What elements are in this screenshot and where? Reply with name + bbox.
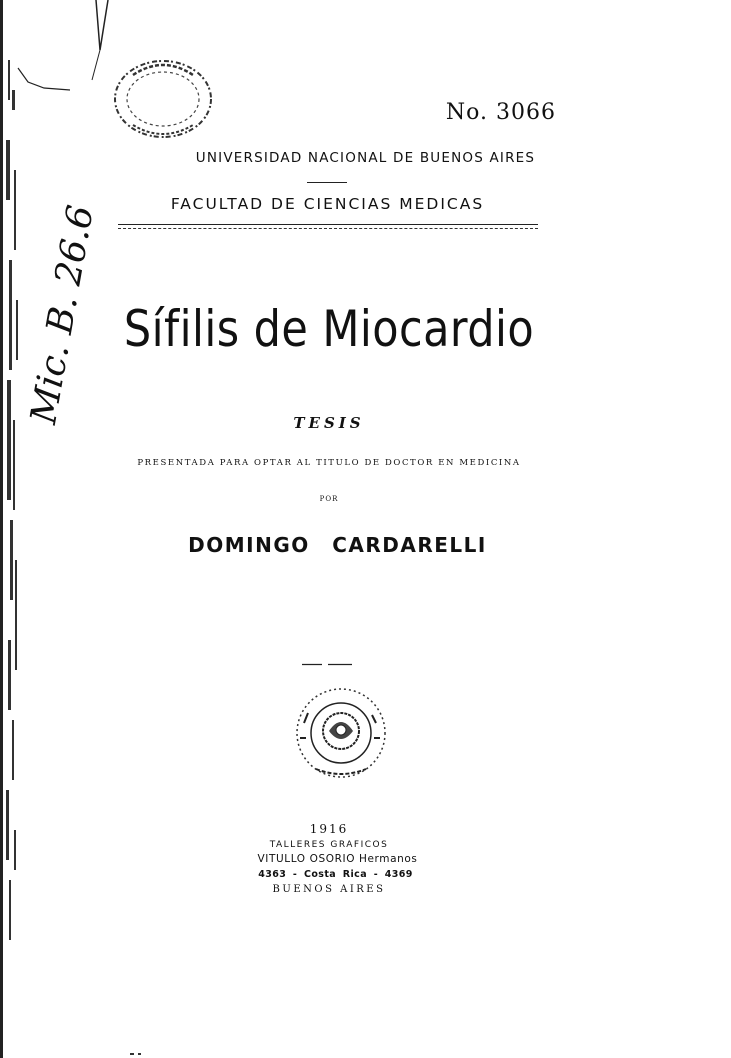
library-stamp-icon — [108, 55, 218, 145]
ornament-divider — [302, 663, 352, 666]
author-name: DOMINGO CARDARELLI — [188, 533, 487, 557]
divider-long — [118, 224, 538, 225]
divider-long-dashed — [118, 228, 538, 230]
corner-marks — [0, 0, 120, 110]
faculty-name: FACULTAD DE CIENCIAS MEDICAS — [170, 195, 485, 213]
printer-address: 4363 - Costa Rica - 4369 — [258, 869, 413, 880]
printer-workshop: TALLERES GRAFICOS — [269, 840, 389, 850]
faculty-seal-icon — [286, 683, 396, 783]
publication-year: 1916 — [309, 822, 349, 836]
by-label: POR — [319, 495, 339, 503]
catalog-number: No. 3066 — [445, 100, 556, 125]
printer-city: BUENOS AIRES — [272, 884, 386, 895]
thesis-label: TESIS — [293, 414, 365, 432]
divider-short — [307, 182, 347, 183]
thesis-title: Sífilis de Miocardio — [123, 300, 535, 358]
university-name: UNIVERSIDAD NACIONAL DE BUENOS AIRES — [195, 150, 536, 166]
presented-for-text: PRESENTADA PARA OPTAR AL TITULO DE DOCTOR EN MEDICINA — [137, 458, 521, 468]
scan-speckle — [130, 1052, 150, 1056]
printer-name: VITULLO OSORIO Hermanos — [257, 853, 418, 865]
handwritten-note-text: Mic. B. 26.6 — [23, 202, 102, 427]
